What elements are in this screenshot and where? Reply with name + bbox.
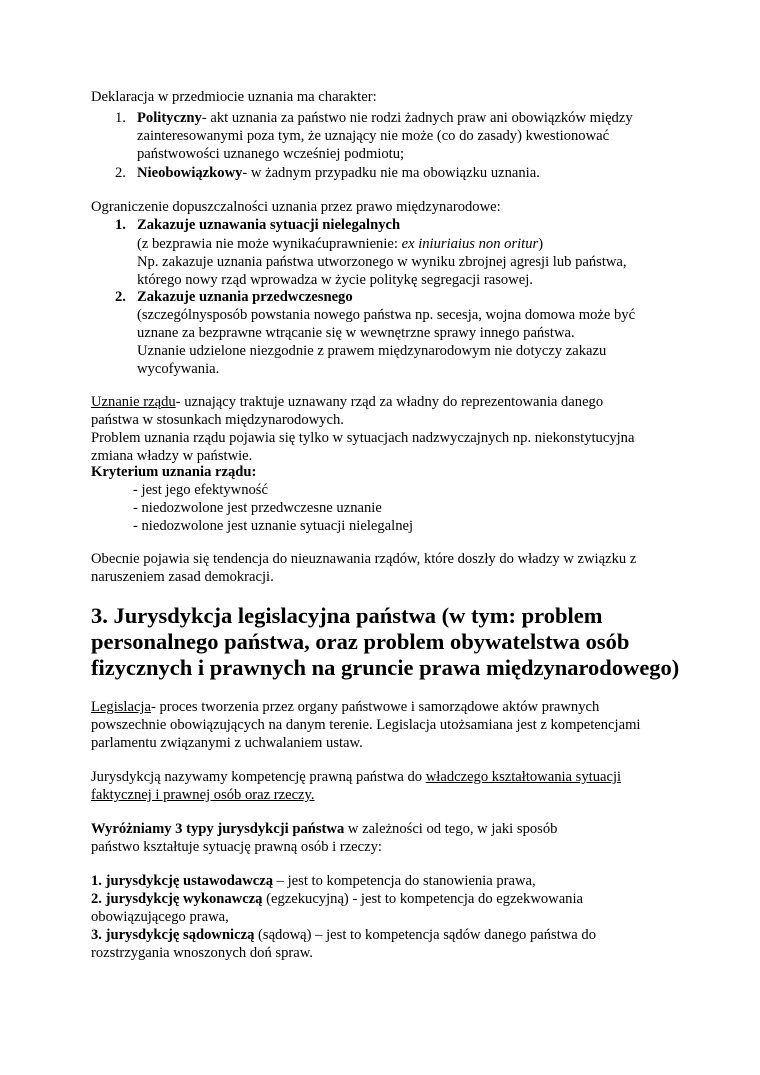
section-heading-line3: fizycznych i prawnych na gruncie prawa międzynarodowego) xyxy=(91,655,680,680)
gov-trend-2: naruszeniem zasad demokracji. xyxy=(91,569,274,585)
s2-item1-latin: ex iniuriaius non oritur xyxy=(401,236,539,252)
gov-term: Uznanie rządu xyxy=(91,394,176,410)
type-2 xyxy=(91,890,583,908)
juris-line1 xyxy=(91,768,621,786)
s2-item1-line2: którego nowy rząd wprowadza w życie politykę segregacji rasowej. xyxy=(137,272,533,288)
juris-pre: Jurysdykcją nazywamy kompetencję prawną państwa do xyxy=(91,769,426,785)
juris-underlined1: władczego kształtowania sytuacji xyxy=(425,769,622,785)
gov-line3: Problem uznania rządu pojawia się tylko w sytuacjach nadzwyczajnych np. niekonstytucyjna xyxy=(91,430,635,446)
s2-item2-num: 2. xyxy=(115,289,126,305)
s2-item1-paren xyxy=(137,235,543,253)
type-2-cont: obowiązującego prawa, xyxy=(91,909,229,925)
s2-item2-line2: uznane za bezprawne wtrącanie się w wewnętrzne sprawy innego państwa. xyxy=(137,325,575,341)
legis-line2: powszechnie obowiązujących na danym terenie. Legislacja utożsamiana jest z kompetencjami xyxy=(91,717,641,733)
s2-item2-line3: Uznanie udzielone niezgodnie z prawem międzynarodowym nie dotyczy zakazu xyxy=(137,343,607,359)
type-3-cont: rozstrzygania wnoszonych doń spraw. xyxy=(91,945,313,961)
s1-item2-term: Nieobowiązkowy xyxy=(137,165,243,181)
legis-line1 xyxy=(91,698,599,716)
gov-criterion-3: - niedozwolone jest uznanie sytuacji nielegalnej xyxy=(133,518,414,534)
type-1-bold: 1. jurysdykcję ustawodawczą xyxy=(91,873,274,889)
s2-item1-title: Zakazuje uznawania sytuacji nielegalnych xyxy=(137,217,401,233)
s1-item1-cont1: zainteresowanymi poza tym, że uznający nie może (co do zasady) kwestionować xyxy=(137,128,610,144)
s2-item1-num: 1. xyxy=(115,217,126,233)
types-line1 xyxy=(91,820,557,838)
gov-line2: państwa w stosunkach międzynarodowych. xyxy=(91,412,344,428)
gov-trend-1: Obecnie pojawia się tendencja do nieuznawania rządów, które doszły do władzy w związku z xyxy=(91,551,637,567)
gov-line4: zmiana władzy w państwie. xyxy=(91,448,253,464)
types-line2: państwo kształtuje sytuację prawną osób i rzeczy: xyxy=(91,839,382,855)
s1-intro: Deklaracja w przedmiocie uznania ma charakter: xyxy=(91,89,377,105)
s1-item1-text: - akt uznania za państwo nie rodzi żadnych praw ani obowiązków między xyxy=(201,110,633,126)
s2-item1-paren-post: ) xyxy=(538,236,544,252)
type-3 xyxy=(91,926,596,944)
gov-criteria-title: Kryterium uznania rządu: xyxy=(91,464,257,480)
s1-item2 xyxy=(137,164,540,182)
section-heading-line1: 3. Jurysdykcja legislacyjna państwa (w tym: problem xyxy=(91,603,603,628)
s1-item1-num: 1. xyxy=(115,110,126,126)
s1-item2-num: 2. xyxy=(115,165,126,181)
type-2-text: (egzekucyjną) - jest to kompetencja do egzekwowania xyxy=(262,891,584,907)
s2-intro: Ograniczenie dopuszczalności uznania przez prawo międzynarodowe: xyxy=(91,199,501,215)
s2-item2-line4: wycofywania. xyxy=(137,361,220,377)
type-1-text: – jest to kompetencja do stanowienia prawa, xyxy=(273,873,536,889)
s2-item1-line1: Np. zakazuje uznania państwa utworzonego w wyniku zbrojnej agresji lub państwa, xyxy=(137,254,627,270)
type-2-bold: 2. jurysdykcję wykonawczą xyxy=(91,891,263,907)
s2-item1-paren-pre: (z bezprawia nie może wynikaćuprawnienie: xyxy=(137,236,402,252)
types-rest: w zależności od tego, w jaki sposób xyxy=(344,821,558,837)
gov-line1 xyxy=(91,393,603,411)
s1-item1-term: Polityczny xyxy=(137,110,202,126)
type-1 xyxy=(91,872,536,890)
s2-item2-title: Zakazuje uznania przedwczesnego xyxy=(137,289,353,305)
juris-line2: faktycznej i prawnej osób oraz rzeczy. xyxy=(91,787,315,803)
legis-line1-text: - proces tworzenia przez organy państwowe i samorządowe aktów prawnych xyxy=(150,699,600,715)
gov-criterion-2: - niedozwolone jest przedwczesne uznanie xyxy=(133,500,382,516)
legis-term: Legislacja xyxy=(91,699,151,715)
type-3-bold: 3. jurysdykcję sądowniczą xyxy=(91,927,255,943)
gov-line1-text: - uznający traktuje uznawany rząd za władny do reprezentowania danego xyxy=(175,394,604,410)
s1-item1 xyxy=(137,109,633,127)
s1-item1-cont2: państwowości uznanego wcześniej podmiotu; xyxy=(137,146,405,162)
legis-line3: parlamentu związanymi z uchwalaniem ustaw. xyxy=(91,735,363,751)
type-3-text: (sądową) – jest to kompetencja sądów danego państwa do xyxy=(254,927,597,943)
gov-criterion-1: - jest jego efektywność xyxy=(133,482,268,498)
types-bold: Wyróżniamy 3 typy jurysdykcji państwa xyxy=(91,821,345,837)
s1-item2-text: - w żadnym przypadku nie ma obowiązku uznania. xyxy=(242,165,540,181)
s2-item2-line1: (szczególnysposób powstania nowego państwa np. secesja, wojna domowa może być xyxy=(137,307,636,323)
section-heading-line2: personalnego państwa, oraz problem obywatelstwa osób xyxy=(91,629,630,654)
